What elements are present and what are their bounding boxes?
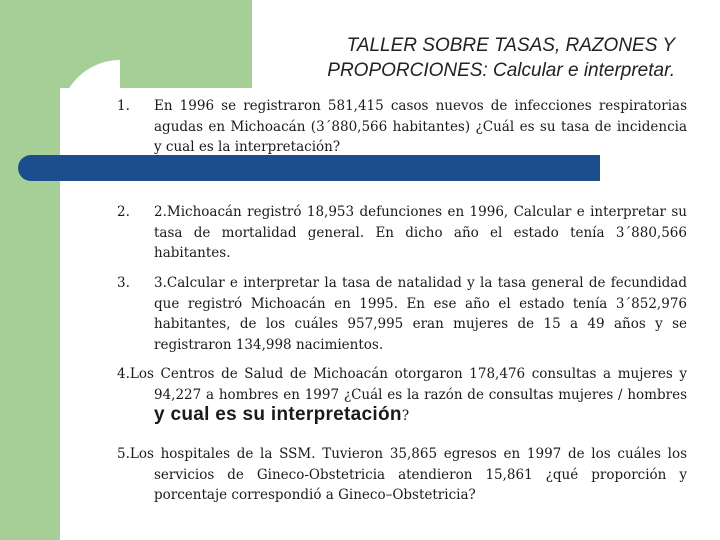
exercise-2 bbox=[117, 202, 687, 264]
exercise-4-emphasis: y cual es su interpretación bbox=[154, 404, 402, 425]
exercise-5-text: 5.Los hospitales de la SSM. Tuvieron 35,865 egresos en 1997 de los cuáles los servicios de Gineco-Obstetricia atendieron 15,861 ¿qué proporción y porcentaje correspondió a Gineco–Obstetricia? bbox=[117, 446, 687, 503]
exercise-5 bbox=[117, 444, 687, 506]
exercise-4-end: ? bbox=[401, 408, 410, 424]
title-line-2: PROPORCIONES: Calcular e interpretar. bbox=[327, 60, 675, 81]
exercise-number: 1. bbox=[117, 98, 130, 114]
exercise-number: 3. bbox=[117, 275, 130, 291]
exercise-text: En 1996 se registraron 581,415 casos nuevos de infecciones respiratorias agudas en Michoacán (3´880,566 habitantes) ¿Cuál es su tasa de incidencia y cual es la interpretación? bbox=[154, 98, 687, 155]
exercise-4 bbox=[117, 364, 687, 427]
exercise-text: 3.Calcular e interpretar la tasa de natalidad y la tasa general de fecundidad que registró Michoacán en 1995. En ese año el estado tenía 3´852,976 habitantes, de los cuáles 957,995 eran mujeres de 15 a 49 años y se registraron 134,998 nacimientos. bbox=[154, 275, 687, 353]
exercise-number: 2. bbox=[117, 204, 130, 220]
divider-band bbox=[18, 155, 600, 181]
left-accent-bar bbox=[0, 0, 60, 540]
exercise-3 bbox=[117, 273, 687, 355]
exercise-text: 2.Michoacán registró 18,953 defunciones en 1996, Calcular e interpretar su tasa de mortalidad general. En dicho año el estado tenía 3´880,566 habitantes. bbox=[154, 204, 687, 261]
exercise-1 bbox=[117, 96, 687, 158]
slide-title bbox=[255, 33, 675, 83]
title-line-1: TALLER SOBRE TASAS, RAZONES Y bbox=[346, 35, 675, 56]
exercise-4-text: 4.Los Centros de Salud de Michoacán otorgaron 178,476 consultas a mujeres y 94,227 a hombres en 1997 ¿Cuál es la razón de consultas mujeres / hombres bbox=[117, 366, 687, 403]
